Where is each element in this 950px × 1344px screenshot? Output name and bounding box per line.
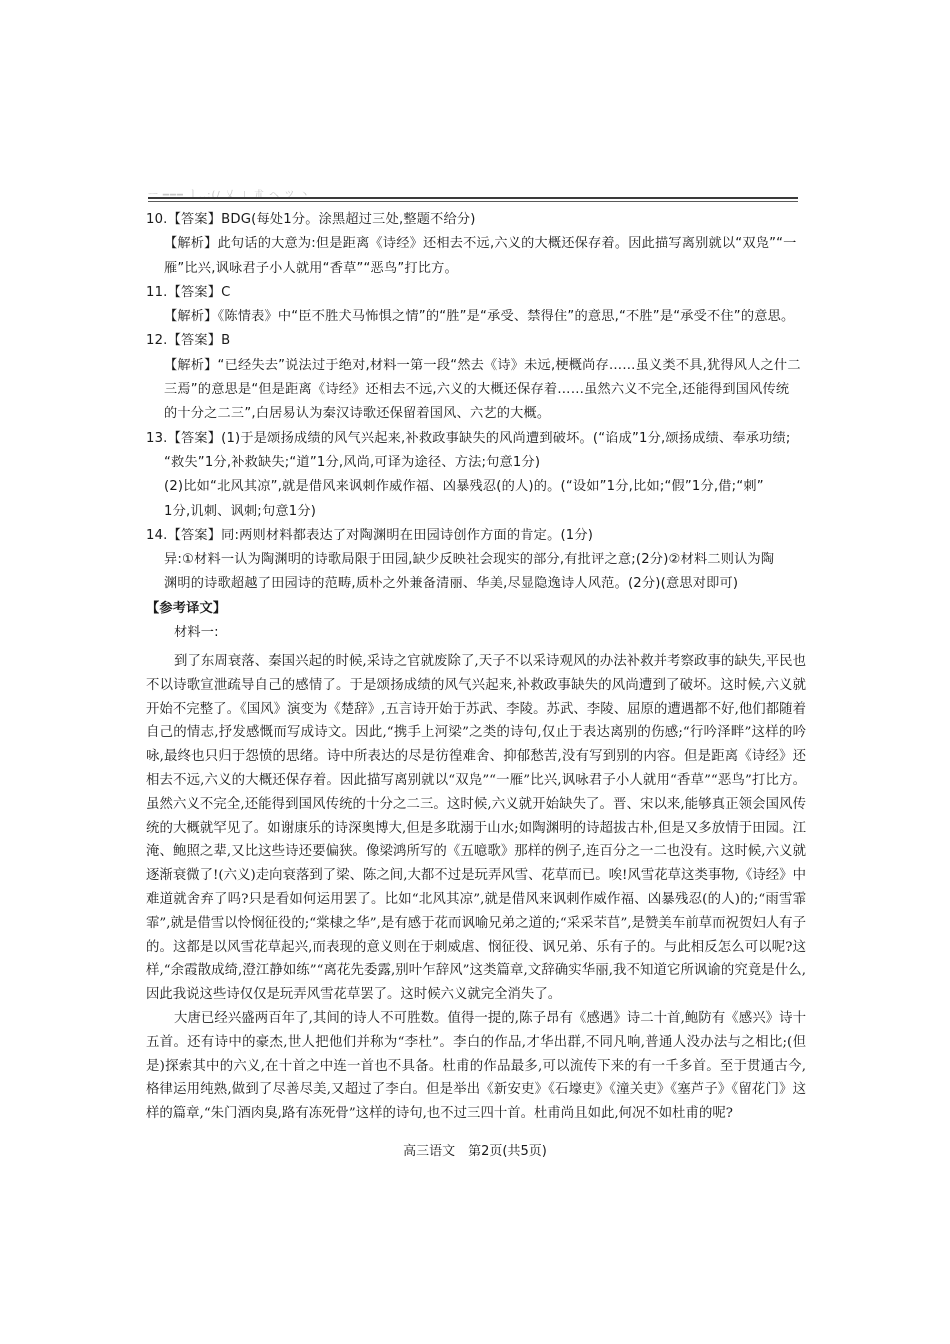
answer-14-line1: 异:①材料一认为陶渊明的诗歌局限于田园,缺少反映社会现实的部分,有批评之意;(2分)②材料二则认为陶 [164,552,775,568]
header-rule-thick [148,197,798,199]
analysis-12-line3: 的十分之二三”,白居易认为秦汉诗歌还保留着国风、六艺的大概。 [164,406,551,422]
analysis-12-line1: 【解析】“已经失去”说法过于绝对,材料一第一段“然去《诗》未远,梗概尚存……虽义类不具,犹得风人之什二 [164,357,801,373]
answer-10: 10.【答案】BDG(每处1分。涂黑超过三处,整题不给分) [146,212,476,227]
analysis-11-line1: 【解析】《陈情表》中“臣不胜犬马怖惧之情”的“胜”是“承受、禁得住”的意思,“不胜”是“承受不住”的意思。 [164,309,795,325]
translation-paragraph-1: 到了东周衰落、秦国兴起的时候,采诗之官就废除了,天子不以采诗观风的办法补救并考察政事的缺失,平民也不以诗歌宣泄疏导自己的感情了。于是颂扬成绩的风气兴起来,补救政事缺失的风尚遭到了破坏。这时候,六义就开始不完整了。《国风》演变为《楚辞》,五言诗开始于苏武、李陵。苏武、李陵、屈原的遭遇都不好,他们都随着自己的情志,抒发感慨而写成诗文。因此,“携手上河梁”之类的诗句,仅止于表达离别的伤感;“行吟泽畔”这样的吟咏,最终也只归于怨愤的思绪。诗中所表达的尽是彷徨难舍、抑郁愁苦,没有写到别的内容。但是距离《诗经》还相去不远,六义的大概还保存着。因此描写离别就以“双凫”“一雁”比兴,讽咏君子小人就用“香草”“恶鸟”打比方。虽然六义不完全,还能得到国风传统的十分之二三。这时候,六义就开始缺失了。晋、宋以来,能够真正领会国风传统的大概就罕见了。如谢康乐的诗深奥博大,但是多耽溺于山水;如陶渊明的诗超拔古朴,但是又多放情于田园。江淹、鲍照之辈,又比这些诗还要偏狭。像梁鸿所写的《五噫歌》那样的例子,连百分之一二也没有。这时候,六义就逐渐衰微了!(六义)走向衰落到了梁、陈之间,大都不过是玩弄风雪、花草而已。唉!风雪花草这类事物,《诗经》中难道就舍弃了吗?只是看如何运用罢了。比如“北风其凉”,就是借风来讽刺作威作福、凶暴残忍(的人)的;“雨雪霏霏”,就是借雪以怜悯征役的;“棠棣之华”,是有感于花而讽喻兄弟之道的;“采采芣苢”,是赞美车前草而祝贺妇人有子的。这都是以风雪花草起兴,而表现的意义则在于刺威虐、悯征役、讽兄弟、乐有子的。与此相反怎么可以呢?这样,“余霞散成绮,澄江静如练”“离花先委露,别叶乍辞风”这类篇章,文辞确实华丽,我不知道它所讽谕的究竟是什么,因此我说这些诗仅仅是玩弄风雪花草罢了。这时候六义就完全消失了。 [146,654,806,1003]
header-rule-thin [148,201,798,202]
page-footer: 高三语文 第2页(共5页) [403,1144,547,1159]
analysis-12-line2: 三焉”的意思是“但是距离《诗经》还相去不远,六义的大概还保存着……虽然六义不完全,还能得到国风传统 [164,382,790,398]
answer-13-line2: (2)比如“北风其凉”,就是借风来讽刺作威作福、凶暴残忍(的人)的。(“设如”1分,比如;“假”1分,借;“刺” [164,479,764,495]
answer-13: 13.【答案】(1)于是颂扬成绩的风气兴起来,补救政事缺失的风尚遭到破坏。(“谄成”1分,颂扬成绩、奉承功绩; [146,430,791,446]
translation-section [146,650,806,1126]
answer-12: 12.【答案】B [146,333,231,349]
answer-14: 14.【答案】同:两则材料都表达了对陶渊明在田园诗创作方面的肯定。(1分) [146,527,594,543]
answer-11: 11.【答案】C [146,284,231,300]
analysis-10-line2: 雁”比兴,讽咏君子小人就用“香草”“恶鸟”打比方。 [164,260,458,276]
header-faint-text: ㅡ ━━━ ㅣ..:(/ 乂 ⊥ 朮 ヘ ツ 丶 [148,190,311,201]
answer-section [146,208,806,645]
translation-paragraph-2: 大唐已经兴盛两百年了,其间的诗人不可胜数。值得一提的,陈子昂有《感遇》诗二十首,鲍防有《感兴》诗十五首。还有诗中的豪杰,世人把他们并称为“李杜”。李白的作品,才华出群,不同凡响,普通人没办法与之相比;(但是)探索其中的六义,在十首之中连一首也不具备。杜甫的作品最多,可以流传下来的有一千多首。至于贯通古今,格律运用纯熟,做到了尽善尽美,又超过了李白。但是举出《新安吏》《石壕吏》《潼关吏》《塞芦子》《留花门》这样的篇章,“朱门酒肉臭,路有冻死骨”这样的诗句,也不过三四十首。杜甫尚且如此,何况不如杜甫的呢? [146,1010,806,1122]
reference-subheading: 材料一: [174,625,219,641]
answer-14-line2: 渊明的诗歌超越了田园诗的范畴,质朴之外兼备清丽、华美,尽显隐逸诗人风范。(2分)(意思对即可) [164,576,739,592]
analysis-10-line1: 【解析】此句话的大意为:但是距离《诗经》还相去不远,六义的大概还保存着。因此描写离别就以“双凫”“一 [164,236,797,252]
answer-13-line1: “救失”1分,补救缺失;“道”1分,风尚,可译为途径、方法;句意1分) [164,454,541,470]
reference-heading: 【参考译文】 [146,600,227,616]
answer-13-line3: 1分,讥刺、讽刺;句意1分) [164,503,317,519]
